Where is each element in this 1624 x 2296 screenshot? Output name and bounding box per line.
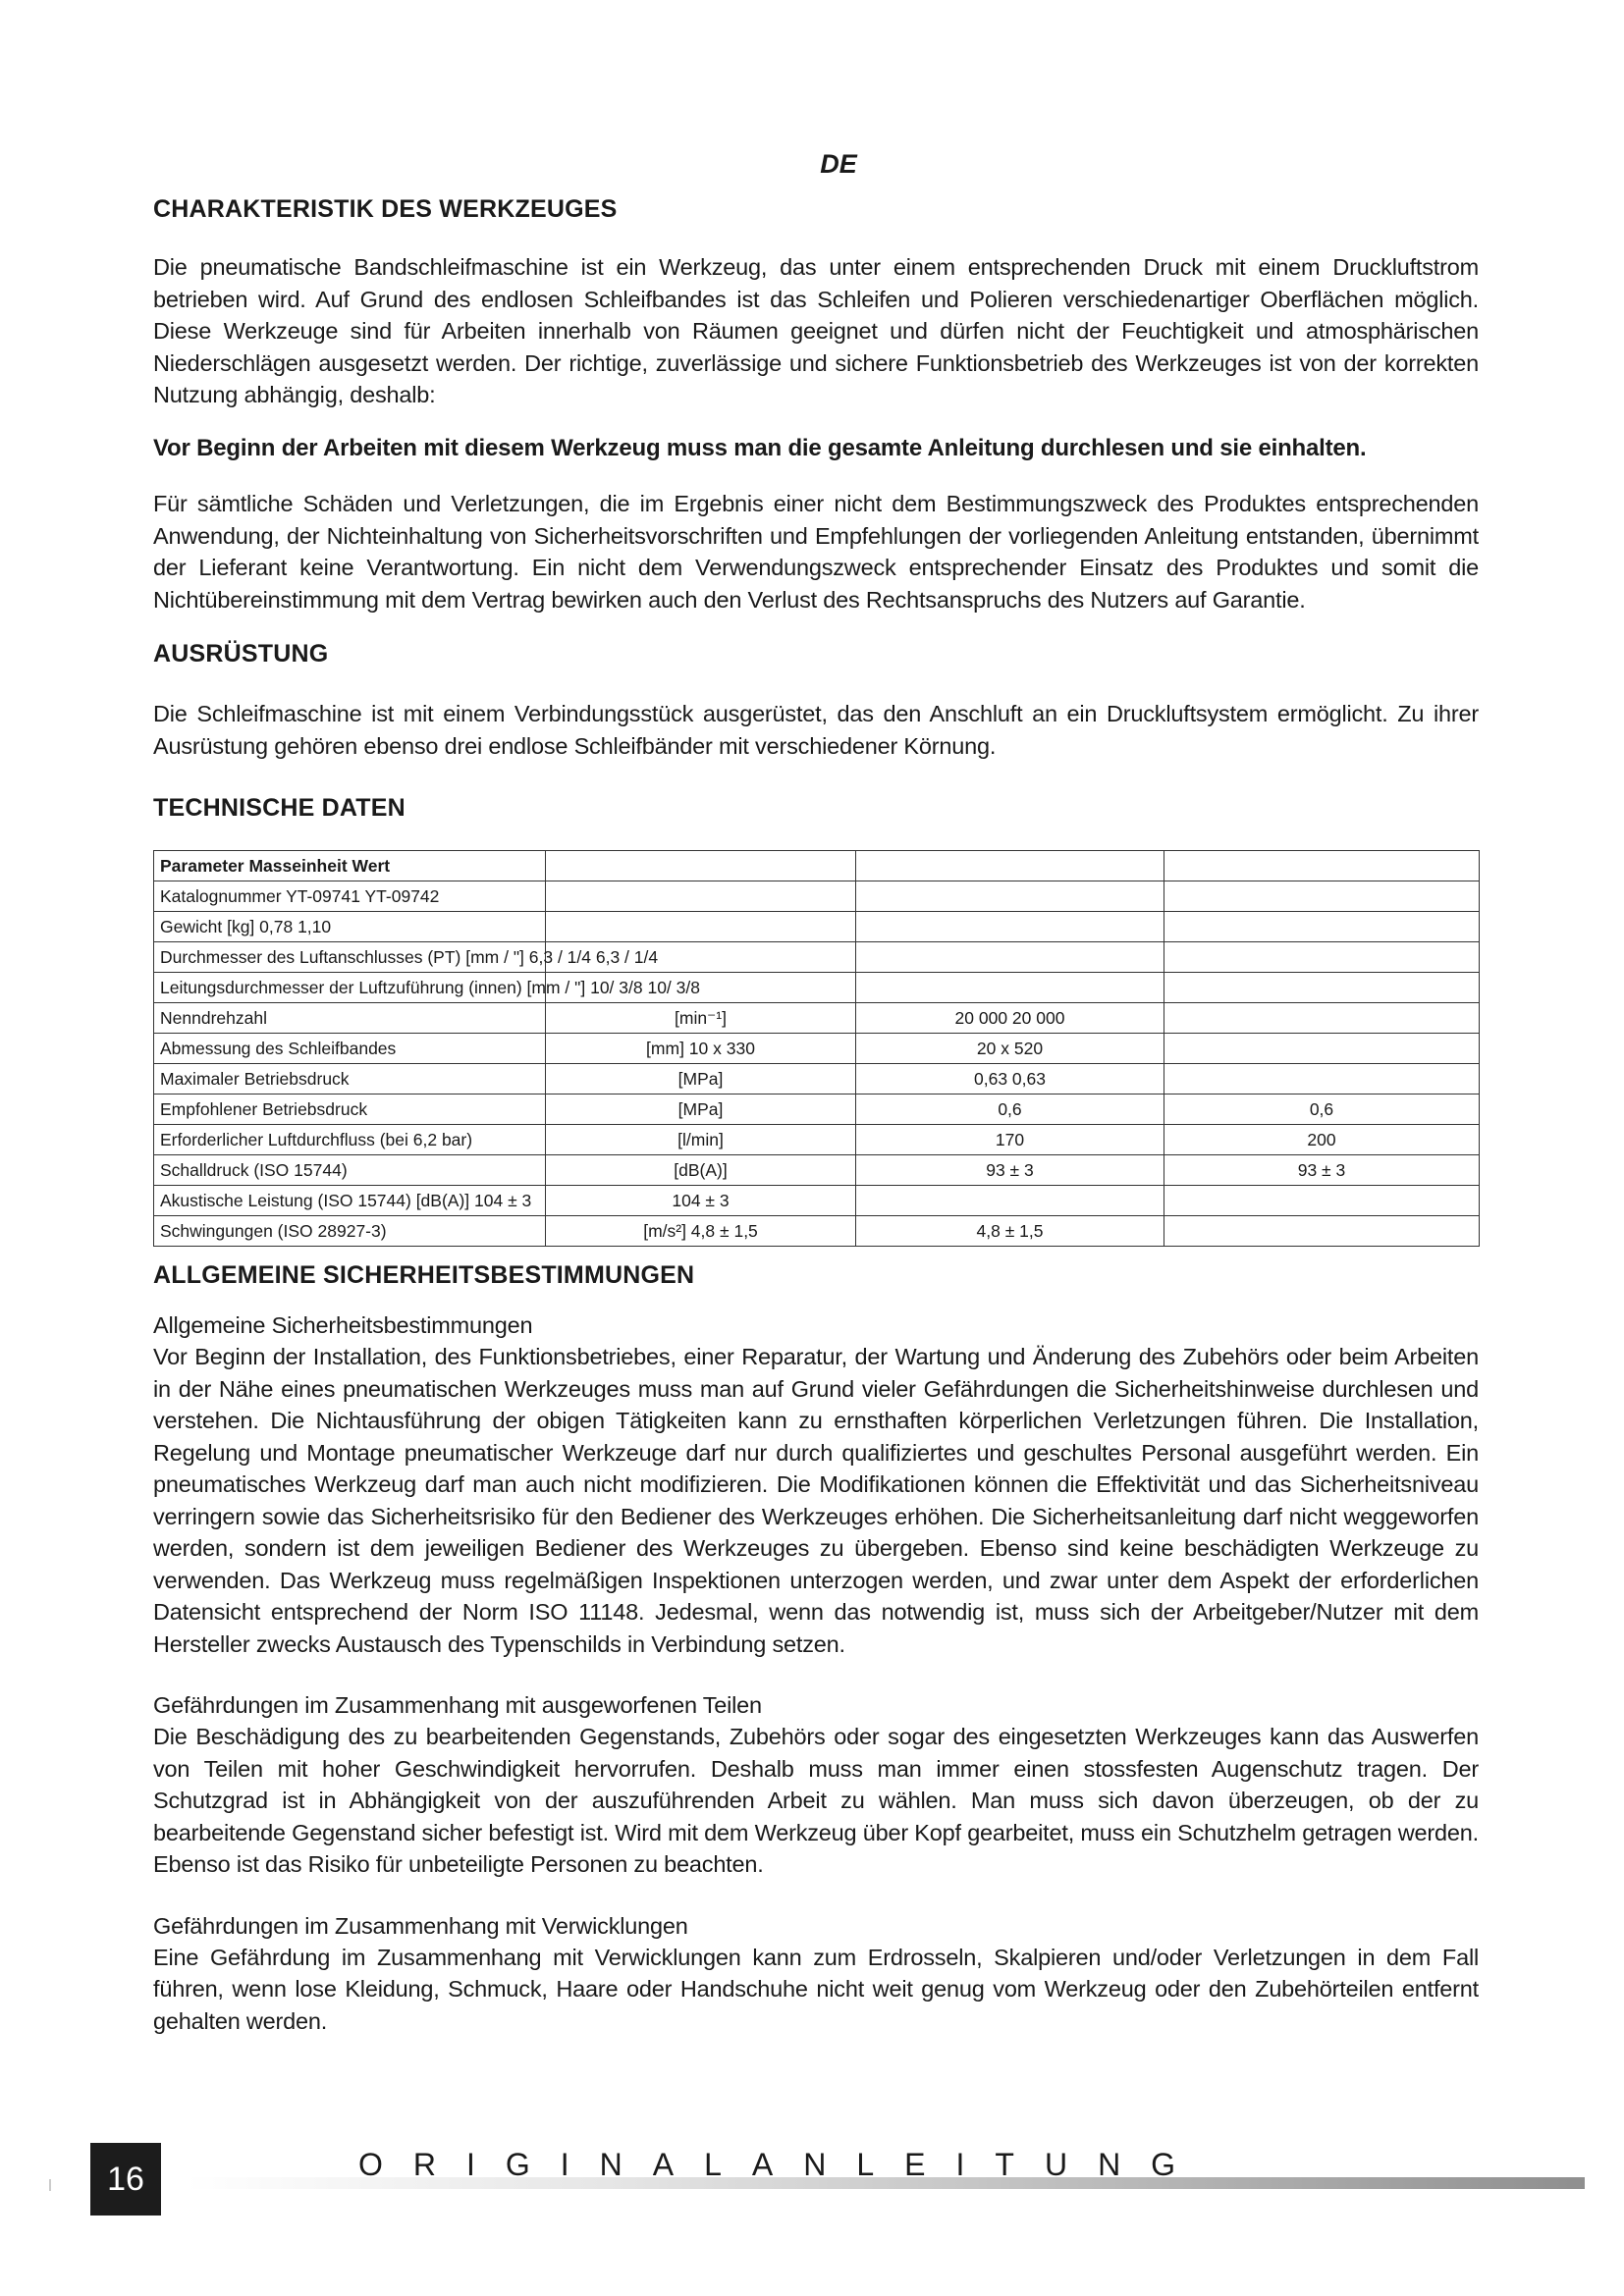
table-cell bbox=[546, 851, 856, 881]
table-row bbox=[154, 881, 1480, 912]
table-cell: Maximaler Betriebsdruck bbox=[154, 1064, 546, 1095]
table-cell bbox=[1164, 973, 1480, 1003]
footer-tick-mark bbox=[49, 2179, 51, 2191]
paragraph-warning: Vor Beginn der Arbeiten mit diesem Werkzeug muss man die gesamte Anleitung durchlesen und sie einhalten. bbox=[153, 434, 1367, 461]
table-cell: Empfohlener Betriebsdruck bbox=[154, 1095, 546, 1125]
table-cell: 0,6 bbox=[1164, 1095, 1480, 1125]
table-cell: Leitungsdurchmesser der Luftzuführung (innen) [mm / "] 10/ 3/8 10/ 3/8 bbox=[154, 973, 546, 1003]
table-cell bbox=[1164, 851, 1480, 881]
section-title-safety: ALLGEMEINE SICHERHEITSBESTIMMUNGEN bbox=[153, 1261, 695, 1289]
table-cell: Erforderlicher Luftdurchfluss (bei 6,2 bar) bbox=[154, 1125, 546, 1155]
section-title-technical-data: TECHNISCHE DATEN bbox=[153, 794, 406, 822]
table-cell: 104 ± 3 bbox=[546, 1186, 856, 1216]
table-row bbox=[154, 1125, 1480, 1155]
table-cell: [min⁻¹] bbox=[546, 1003, 856, 1034]
table-cell bbox=[856, 1186, 1164, 1216]
paragraph-equipment: Die Schleifmaschine ist mit einem Verbindungsstück ausgerüstet, das den Anschluft an ein Druckluftsystem ermöglicht. Zu ihrer Ausrüstung gehören ebenso drei endlose Schleifbänder mit verschiedener Körnung. bbox=[153, 701, 1479, 759]
table-cell: 0,63 0,63 bbox=[856, 1064, 1164, 1095]
table-cell: [mm] 10 x 330 bbox=[546, 1034, 856, 1064]
table-cell: Abmessung des Schleifbandes bbox=[154, 1034, 546, 1064]
table-cell: Nenndrehzahl bbox=[154, 1003, 546, 1034]
safety-entanglement bbox=[153, 1910, 1479, 2038]
table-cell: 93 ± 3 bbox=[856, 1155, 1164, 1186]
table-row bbox=[154, 851, 1480, 881]
table-cell bbox=[1164, 912, 1480, 942]
table-row bbox=[154, 942, 1480, 973]
subsection-title: Allgemeine Sicherheitsbestimmungen bbox=[153, 1312, 533, 1338]
table-cell bbox=[546, 881, 856, 912]
table-cell: 20 000 20 000 bbox=[856, 1003, 1164, 1034]
table-cell: [MPa] bbox=[546, 1095, 856, 1125]
table-row bbox=[154, 1155, 1480, 1186]
subsection-title: Gefährdungen im Zusammenhang mit ausgeworfenen Teilen bbox=[153, 1692, 762, 1718]
table-cell bbox=[546, 912, 856, 942]
page-number: 16 bbox=[90, 2143, 161, 2216]
table-cell bbox=[1164, 1003, 1480, 1034]
subsection-title: Gefährdungen im Zusammenhang mit Verwicklungen bbox=[153, 1912, 688, 1939]
language-code: DE bbox=[820, 149, 857, 179]
table-cell bbox=[1164, 1186, 1480, 1216]
table-cell bbox=[856, 912, 1164, 942]
table-cell bbox=[1164, 942, 1480, 973]
page-content bbox=[153, 192, 1479, 2037]
table-cell: 4,8 ± 1,5 bbox=[856, 1216, 1164, 1247]
table-cell: 170 bbox=[856, 1125, 1164, 1155]
table-cell: Schwingungen (ISO 28927-3) bbox=[154, 1216, 546, 1247]
table-cell bbox=[856, 942, 1164, 973]
table-row bbox=[154, 1064, 1480, 1095]
table-cell: Akustische Leistung (ISO 15744) [dB(A)] 104 ± 3 bbox=[154, 1186, 546, 1216]
table-cell: Schalldruck (ISO 15744) bbox=[154, 1155, 546, 1186]
paragraph-liability: Für sämtliche Schäden und Verletzungen, die im Ergebnis einer nicht dem Bestimmungszweck des Produktes entsprechenden Anwendung, der Nichteinhaltung von Sicherheitsvorschriften und Empfehlungen der vorliegenden Anleitung entstanden, übernimmt der Lieferant keine Verantwortung. Ein nicht dem Verwendungszweck entsprechender Einsatz des Produktes und somit die Nichtübereinstimmung mit dem Vertrag bewirken auch den Verlust des Rechtsanspruchs des Nutzers auf Garantie. bbox=[153, 491, 1479, 613]
table-row bbox=[154, 1186, 1480, 1216]
table-row bbox=[154, 1034, 1480, 1064]
table-cell: 93 ± 3 bbox=[1164, 1155, 1480, 1186]
table-cell: Durchmesser des Luftanschlusses (PT) [mm / "] 6,3 / 1/4 6,3 / 1/4 bbox=[154, 942, 546, 973]
paragraph-description: Die pneumatische Bandschleifmaschine ist ein Werkzeug, das unter einem entsprechenden Druck mit einem Druckluftstrom betrieben wird. Auf Grund des endlosen Schleifbandes ist das Schleifen und Polieren verschiedenartiger Oberflächen möglich. Diese Werkzeuge sind für Arbeiten innerhalb von Räumen geeignet und dürfen nicht der Feuchtigkeit und atmosphärischen Niederschlägen ausgesetzt werden. Der richtige, zuverlässige und sichere Funktionsbetrieb des Werkzeuges ist von der korrekten Nutzung abhängig, deshalb: bbox=[153, 254, 1479, 407]
table-cell: 0,6 bbox=[856, 1095, 1164, 1125]
table-cell bbox=[1164, 881, 1480, 912]
subsection-text: Die Beschädigung des zu bearbeitenden Gegenstands, Zubehörs oder sogar des eingesetzten Werkzeuges kann das Auswerfen von Teilen mit hoher Geschwindigkeit hervorrufen. Deshalb muss man immer einen stossfesten Augenschutz tragen. Der Schutzgrad ist in Abhängigkeit von der auszuführenden Arbeit zu wählen. Man muss sich davon überzeugen, ob der zu bearbeitende Gegenstand sicher befestigt ist. Wird mit dem Werkzeug über Kopf gearbeitet, muss ein Schutzhelm getragen werden. Ebenso ist das Risiko für unbeteiligte Personen zu beachten. bbox=[153, 1724, 1479, 1877]
table-cell bbox=[1164, 1034, 1480, 1064]
table-row bbox=[154, 973, 1480, 1003]
safety-ejected-parts bbox=[153, 1689, 1479, 1881]
table-cell: 200 bbox=[1164, 1125, 1480, 1155]
table-cell: [m/s²] 4,8 ± 1,5 bbox=[546, 1216, 856, 1247]
table-cell: [l/min] bbox=[546, 1125, 856, 1155]
table-row bbox=[154, 1003, 1480, 1034]
table-cell: Parameter Masseinheit Wert bbox=[154, 851, 546, 881]
subsection-text: Eine Gefährdung im Zusammenhang mit Verwicklungen kann zum Erdrosseln, Skalpieren und/oder Verletzungen in dem Fall führen, wenn lose Kleidung, Schmuck, Haare oder Handschuhe nicht weit genug vom Werkzeug oder den Zubehörteilen entfernt gehalten werden. bbox=[153, 1944, 1479, 2034]
table-cell bbox=[856, 851, 1164, 881]
table-cell: Gewicht [kg] 0,78 1,10 bbox=[154, 912, 546, 942]
footer-label: ORIGINALANLEITUNG bbox=[358, 2147, 1207, 2182]
table-row bbox=[154, 1095, 1480, 1125]
table-cell: [dB(A)] bbox=[546, 1155, 856, 1186]
subsection-text: Vor Beginn der Installation, des Funktionsbetriebes, einer Reparatur, der Wartung und Änderung des Zubehörs oder beim Arbeiten in der Nähe eines pneumatischen Werkzeuges muss man auf Grund vieler Gefährdungen die Sicherheitshinweise durchlesen und verstehen. Die Nichtausführung der obigen Tätigkeiten kann zu ernsthaften körperlichen Verletzungen führen. Die Installation, Regelung und Montage pneumatischer Werkzeuge darf nur durch qualifiziertes und geschultes Personal ausgeführt werden. Ein pneumatisches Werkzeug darf man auch nicht modifizieren. Die Modifikationen können die Effektivität und das Sicherheitsniveau verringern sowie das Sicherheitsrisiko für den Bediener des Werkzeuges erhöhen. Die Sicherheitsanleitung darf nicht weggeworfen werden, sondern ist dem jeweiligen Bediener des Werkzeuges zu übergeben. Ebenso sind keine beschädigten Werkzeuge zu verwenden. Das Werkzeug muss regelmäßigen Inspektionen unterzogen werden, und zwar unter dem Aspekt der erforderlichen Datensicht entsprechend der Norm ISO 11148. Jedesmal, wenn das notwendig ist, muss sich der Arbeitgeber/Nutzer mit dem Hersteller zwecks Austausch des Typenschilds in Verbindung setzen. bbox=[153, 1344, 1479, 1657]
technical-data-table bbox=[153, 850, 1480, 1247]
table-cell bbox=[856, 881, 1164, 912]
table-cell: 20 x 520 bbox=[856, 1034, 1164, 1064]
table-cell: Katalognummer YT-09741 YT-09742 bbox=[154, 881, 546, 912]
section-title-equipment: AUSRÜSTUNG bbox=[153, 640, 329, 667]
table-cell: [MPa] bbox=[546, 1064, 856, 1095]
table-cell bbox=[1164, 1064, 1480, 1095]
safety-general bbox=[153, 1309, 1479, 1660]
section-title-characteristics: CHARAKTERISTIK DES WERKZEUGES bbox=[153, 195, 618, 223]
table-row bbox=[154, 1216, 1480, 1247]
table-cell bbox=[856, 973, 1164, 1003]
table-row bbox=[154, 912, 1480, 942]
table-cell bbox=[1164, 1216, 1480, 1247]
